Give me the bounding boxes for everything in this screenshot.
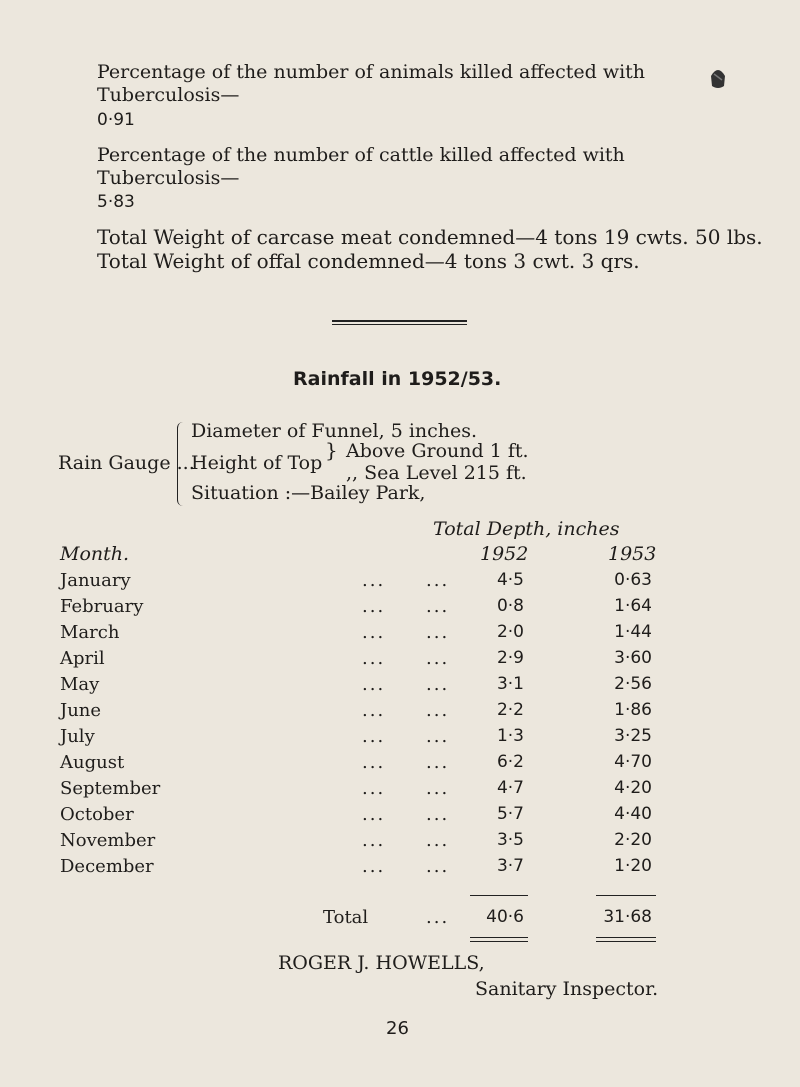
value-1952-cell: 2·0 <box>496 622 524 642</box>
total-double-rule-1953-lower <box>596 941 656 942</box>
total-rule-1952 <box>470 895 528 896</box>
carcase-weight-line: Total Weight of carcase meat condemned—4 tons 19 cwts. 50 lbs. <box>97 225 763 249</box>
leader-dots: ... <box>362 856 386 877</box>
leader-dots: ... <box>362 830 386 851</box>
table-row <box>0 700 800 726</box>
value-1953-cell: 1·64 <box>614 596 652 616</box>
inspector-name: ROGER J. HOWELLS, <box>278 952 485 974</box>
table-row <box>0 804 800 830</box>
rain-gauge-brace <box>177 422 186 506</box>
leader-dots: ... <box>426 596 450 617</box>
leader-dots: ... <box>362 596 386 617</box>
total-double-rule-1952 <box>470 937 528 938</box>
offal-weight-line: Total Weight of offal condemned—4 tons 3 cwt. 3 qrs. <box>97 249 640 273</box>
height-above-ground: Above Ground 1 ft. <box>346 440 529 462</box>
value-1953-cell: 1·44 <box>614 622 652 642</box>
leader-dots: ... <box>362 778 386 799</box>
leader-dots: ... <box>426 648 450 669</box>
ink-mark-icon <box>708 66 728 90</box>
total-1952: 40·6 <box>486 907 524 927</box>
table-row <box>0 726 800 752</box>
table-row <box>0 596 800 622</box>
leader-dots: ... <box>362 674 386 695</box>
value-1953-cell: 2·20 <box>614 830 652 850</box>
tb-animals-label: Percentage of the number of animals killed affected with <box>97 61 646 83</box>
height-sea-level: ,, Sea Level 215 ft. <box>346 462 527 484</box>
tb-animals-value: 0·91 <box>97 110 135 130</box>
funnel-diameter: Diameter of Funnel, 5 inches. <box>191 420 478 442</box>
tb-cattle-label: Percentage of the number of cattle killed affected with <box>97 144 625 166</box>
value-1953-cell: 1·86 <box>614 700 652 720</box>
value-1953-cell: 3·60 <box>614 648 652 668</box>
leader-dots: ... <box>426 674 450 695</box>
leader-dots: ... <box>362 804 386 825</box>
table-row <box>0 674 800 700</box>
leader-dots: ... <box>362 726 386 747</box>
value-1952-cell: 1·3 <box>496 726 524 746</box>
month-cell: December <box>60 856 154 877</box>
leader-dots: ... <box>426 726 450 747</box>
value-1953-cell: 3·25 <box>614 726 652 746</box>
month-cell: September <box>60 778 161 799</box>
total-depth-header: Total Depth, inches <box>433 518 620 540</box>
table-row <box>0 830 800 856</box>
month-cell: August <box>60 752 125 773</box>
month-cell: March <box>60 622 120 643</box>
value-1952-cell: 3·1 <box>496 674 524 694</box>
total-1953: 31·68 <box>603 907 652 927</box>
rain-gauge-label: Rain Gauge ... <box>58 452 195 474</box>
year-1953-header: 1953 <box>608 543 657 565</box>
leader-dots: ... <box>362 700 386 721</box>
page-number: 26 <box>386 1018 409 1039</box>
height-brace: } <box>325 438 338 462</box>
month-cell: November <box>60 830 156 851</box>
table-row <box>0 648 800 674</box>
value-1952-cell: 4·5 <box>496 570 524 590</box>
leader-dots: ... <box>426 570 450 591</box>
month-cell: February <box>60 596 144 617</box>
total-rule-1953 <box>596 895 656 896</box>
year-1952-header: 1952 <box>480 543 529 565</box>
month-cell: May <box>60 674 100 695</box>
value-1952-cell: 6·2 <box>496 752 524 772</box>
leader-dots: ... <box>426 622 450 643</box>
table-row <box>0 856 800 882</box>
value-1953-cell: 2·56 <box>614 674 652 694</box>
total-row <box>0 907 800 933</box>
value-1952-cell: 2·2 <box>496 700 524 720</box>
leader-dots: ... <box>362 570 386 591</box>
total-double-rule-1952-lower <box>470 941 528 942</box>
height-of-top-label: Height of Top <box>191 452 323 474</box>
value-1952-cell: 3·7 <box>496 856 524 876</box>
section-divider-lower <box>332 324 467 325</box>
leader-dots: ... <box>362 648 386 669</box>
tb-cattle-label-cont: Tuberculosis— <box>97 167 240 189</box>
month-header: Month. <box>60 543 130 565</box>
leader-dots: ... <box>426 830 450 851</box>
value-1952-cell: 2·9 <box>496 648 524 668</box>
month-cell: July <box>60 726 95 747</box>
value-1953-cell: 4·70 <box>614 752 652 772</box>
rainfall-title: Rainfall in 1952/53. <box>293 368 502 390</box>
table-row <box>0 622 800 648</box>
leader-dots: ... <box>426 752 450 773</box>
leader-dots: ... <box>362 752 386 773</box>
value-1953-cell: 4·40 <box>614 804 652 824</box>
section-divider <box>332 320 467 322</box>
month-cell: January <box>60 570 131 591</box>
value-1952-cell: 4·7 <box>496 778 524 798</box>
table-row <box>0 778 800 804</box>
month-cell: October <box>60 804 134 825</box>
leader-dots: ... <box>426 804 450 825</box>
total-double-rule-1953 <box>596 937 656 938</box>
value-1952-cell: 0·8 <box>496 596 524 616</box>
value-1952-cell: 5·7 <box>496 804 524 824</box>
value-1952-cell: 3·5 <box>496 830 524 850</box>
table-row <box>0 570 800 596</box>
inspector-title: Sanitary Inspector. <box>475 978 659 1000</box>
leader-dots: ... <box>362 622 386 643</box>
month-cell: April <box>60 648 105 669</box>
leader-dots: ... <box>426 907 450 928</box>
leader-dots: ... <box>426 856 450 877</box>
tb-animals-label-cont: Tuberculosis— <box>97 84 240 106</box>
total-label: Total <box>323 907 369 928</box>
leader-dots: ... <box>426 700 450 721</box>
value-1953-cell: 4·20 <box>614 778 652 798</box>
tb-cattle-value: 5·83 <box>97 192 135 212</box>
value-1953-cell: 1·20 <box>614 856 652 876</box>
gauge-situation: Situation :—Bailey Park, <box>191 482 426 504</box>
leader-dots: ... <box>426 778 450 799</box>
value-1953-cell: 0·63 <box>614 570 652 590</box>
table-row <box>0 752 800 778</box>
month-cell: June <box>60 700 102 721</box>
